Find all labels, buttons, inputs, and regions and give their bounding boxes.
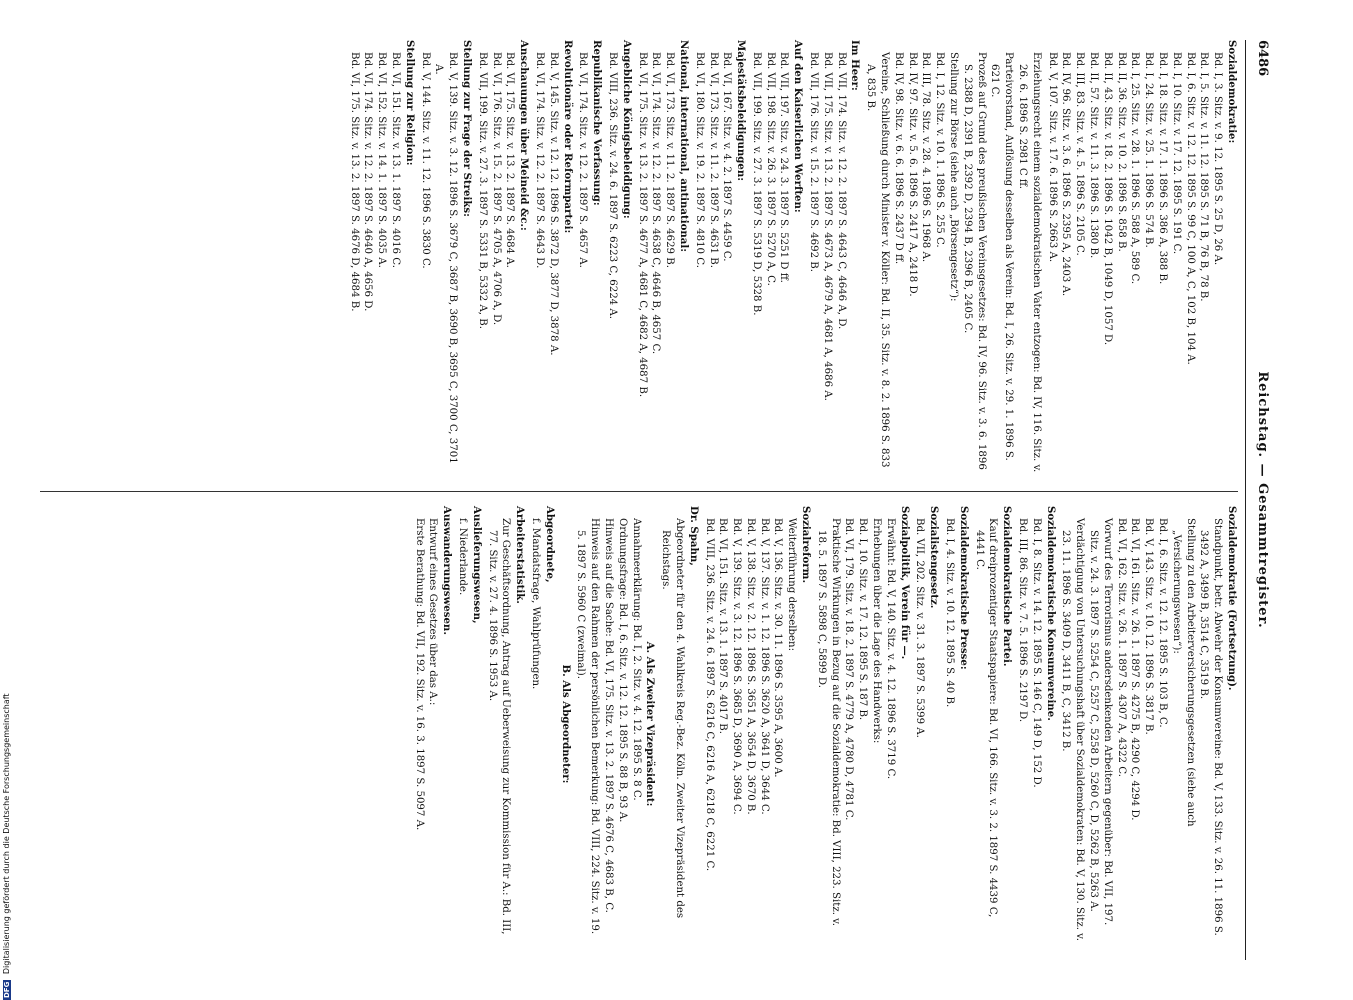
entry-reference-line: Bd. V, 145. Sitz. v. 12. 12. 1896 S. 3872 D, 3877 D, 3878 A. <box>547 52 559 356</box>
entry-reference-line: Parteivorstand, Auflösung desselben als Verein: Bd. I, 26. Sitz. v. 29. 1. 1896 S. 621 C. <box>989 52 1015 461</box>
index-entry <box>942 506 970 942</box>
entry-reference-line: Standpunkt, betr. Abwehr der Konsumvereine: Bd. V, 133. Sitz. v. 26. 11. 1896 S. 3492 A, 3499 B, 3514 C, 3519 B. <box>1198 518 1224 936</box>
entry-headword: Stellung zur Religion: <box>403 40 416 166</box>
entry-headword: Im Heer: <box>849 40 862 91</box>
entry-headword: Sozialdemokratie: <box>1226 40 1238 144</box>
entry-reference-line: Hinweis auf den Rahmen der persönlichen Bemerkung: Bd. VIII, 224. Sitz. v. 19. 5. 1897 S. 5960 C (zweimal). <box>575 518 601 935</box>
entry-reference-line: Bd. VII, 198. Sitz. v. 26. 3. 1897 S. 5270 A, C. <box>764 52 776 286</box>
entry-reference-line: Bd. III, 83. Sitz. v. 4. 5. 1896 S. 2105 C. <box>1074 52 1086 256</box>
entry-reference-line: Bd. VII, 176. Sitz. v. 15. 2. 1897 S. 4692 B. <box>808 52 820 273</box>
entry-reference-line: Bd. VII, 174. Sitz. v. 12. 2. 1897 S. 4643 C, 4646 A, D. <box>835 52 847 330</box>
entry-reference-line: Bd. I, 12. Sitz. v. 10. 1. 1896 S. 255 C. <box>934 52 946 248</box>
entry-headword: Republikanische Verfassung: <box>591 40 604 206</box>
entry-reference-line: Bd. II, 36. Sitz. v. 10. 2. 1896 S. 858 B. <box>1115 52 1127 252</box>
entry-headword: Majestätsbeleidigungen: <box>735 40 748 182</box>
entry-reference-line: Bd. VI, 175. Sitz. v. 13. 2. 1897 S. 4677 A, 4681 C, 4682 A, 4687 B. <box>636 52 648 398</box>
entry-reference-line: Bd. I, 10. Sitz. v. 17. 12. 1895 S. 191 C. <box>1170 52 1182 255</box>
entry-reference-line: Stellung zur Börse (siehe auch „Börsengesetz“): <box>948 52 960 302</box>
entry-reference-line: Bd. VI, 175. Sitz. v. 13. 2. 1897 S. 4684 A. <box>504 52 516 268</box>
entry-reference-line: Bd. VI, 174. Sitz. v. 12. 2. 1897 S. 4638 C, 4646 B, 4657 C. <box>650 52 662 355</box>
index-entry <box>528 506 556 942</box>
entry-reference-line: Bd. VIII, 236. Sitz. v. 24. 6. 1897 S. 6223 C, 6224 A. <box>606 52 618 319</box>
index-entry <box>913 506 941 942</box>
digitization-credit <box>2 605 12 1000</box>
entry-reference-line: Bd. VI, 174. Sitz. v. 12. 2. 1897 S. 4640 A, 4656 D. <box>362 52 374 312</box>
index-entry <box>455 506 483 942</box>
entry-reference-line: Bd. VI, 175. Sitz. v. 13. 2. 1897 S. 4676 D, 4684 B. <box>348 52 360 312</box>
index-entry <box>485 506 526 942</box>
entry-reference-line: Erziehungsrecht einem sozialdemokratischen Vater entzogen: Bd. IV, 116. Sitz. v. 26. 6. 1896 S. 2981 C ff. <box>1017 52 1042 473</box>
entry-headword: Sozialdemokratische Konsumvereine. <box>1044 506 1057 721</box>
index-entry <box>692 40 747 476</box>
entry-reference-line: Annahmeerklärung: Bd. I, 2. Sitz. v. 4. 12. 1895 S. 8 C. <box>630 518 642 801</box>
entry-headword: A. Als Zweiter Vizepräsident: <box>644 641 657 807</box>
index-entry <box>972 506 1013 942</box>
entry-reference-line: Bd. V, 107. Sitz. v. 17. 6. 1896 S. 2663 A. <box>1046 52 1058 263</box>
entry-reference-line: Erwähnt: Bd. V, 140. Sitz. v. 4. 12. 1896 S. 3719 C. <box>884 518 896 780</box>
entry-reference-line: Bd. I, 5. Sitz. v. 11. 12. 1895 S. 71 B, 76 B, 78 B. <box>1198 52 1210 302</box>
entry-reference-line: Bd. I, 6. Sitz. v. 12. 12. 1895 S. 99 C, 100 A, C, 102 B, 104 A. <box>1184 52 1196 365</box>
index-entry <box>574 506 657 942</box>
entry-reference-line: Bd. VI, 180. Sitz. v. 19. 2. 1897 S. 4810 C. <box>693 52 705 268</box>
entry-reference-line: Bd. VI, 173. Sitz. v. 11. 2. 1897 S. 4629 B. <box>664 52 676 269</box>
index-entry <box>576 40 604 476</box>
entry-reference-line: Bd. VII, 197. Sitz. v. 24. 3. 1897 S. 5251 D ff. <box>778 52 790 283</box>
entry-reference-line: Bd. VI, 167. Sitz. v. 4. 2. 1897 S. 4459 C. <box>721 52 733 262</box>
left-column <box>40 40 1238 476</box>
entry-reference-line: Zur Geschäftsordnung, Antrag auf Ueberweisung zur Kommission für A.: Bd. III, 77. Sitz. v. 27. 4. 1896 S. 1953 A. <box>486 518 512 935</box>
index-entry <box>658 506 699 942</box>
entry-reference-line: Bd. III, 78. Sitz. v. 28. 4. 1896 S. 1968 A. <box>920 52 932 263</box>
entry-reference-line: Erste Berathung: Bd. VII, 192. Sitz. v. 16. 3. 1897 S. 5097 A. <box>413 518 425 831</box>
index-entry <box>532 40 573 476</box>
index-entry <box>814 506 911 942</box>
entry-reference-line: Bd. VII, 175. Sitz. v. 13. 2. 1897 S. 4673 A, 4679 A, 4681 A, 4686 A. <box>821 52 833 401</box>
entry-headword: Stellung zur Frage der Streiks: <box>460 40 473 217</box>
dfg-logo-badge: DFG <box>3 981 11 998</box>
entry-reference-line: Bd. VI, 152. Sitz. v. 14. 1. 1897 S. 4035 A. <box>376 52 388 268</box>
entry-headword: Dr. Spahn, <box>687 506 700 566</box>
entry-reference-line: Bd. VI, 173. Sitz. v. 11. 2. 1897 S. 4631 B. <box>707 52 719 269</box>
entry-reference-line: Bd. V, 143. Sitz. v. 10. 12. 1896 S. 3817 B. <box>1143 518 1155 735</box>
entry-reference-line: Erhebungen über die Lage des Handwerks: <box>871 518 883 744</box>
entry-reference-line: Bd. V, 138. Sitz. v. 2. 12. 1896 S. 3651 A, 3654 D, 3670 B. <box>744 518 756 815</box>
entry-reference-line: Bd. VI, 162. Sitz. v. 26. 1. 1897 S. 4307 A, 4322 C. <box>1115 518 1127 777</box>
entry-reference-line: Bd. VII, 202. Sitz. v. 31. 3. 1897 S. 5399 A. <box>914 518 926 738</box>
entry-headword: Sozialdemokratische Partei. <box>1001 506 1014 667</box>
entry-headword: Sozialpolitik, Verein für —. <box>898 506 911 660</box>
entry-headword: Sozialistengesetz. <box>928 506 941 609</box>
entry-reference-line: Bd. VII, 199. Sitz. v. 27. 3. 1897 S. 5319 D, 5328 B. <box>750 52 762 316</box>
page-number: 6486 <box>1255 40 1270 77</box>
entry-reference-line: Bd. VI, 151. Sitz. v. 13. 1. 1897 S. 4017 B. <box>717 518 729 735</box>
entry-reference-line: f. Mandatsfrage, Wahlprüfungen. <box>529 518 541 690</box>
entry-reference-line: Hinweis auf die Sache: Bd. VI, 175. Sitz. v. 13. 2. 1897 S. 4676 C, 4683 B, C. <box>602 518 614 913</box>
index-entry <box>347 40 416 476</box>
entry-reference-line: Bd. IV, 98. Sitz. v. 6. 6. 1896 S. 2437 D ff. <box>892 52 904 265</box>
right-column <box>40 506 1238 942</box>
entry-reference-line: Bd. IV, 97. Sitz. v. 5. 6. 1896 S. 2417 A, 2418 D. <box>906 52 918 297</box>
entry-reference-line: Bd. III, 86. Sitz. v. 7. 5. 1896 S. 2197 D. <box>1017 518 1029 723</box>
entry-reference-line: Prozeß auf Grund des preußischen Vereinsgesetzes: Bd. IV, 96. Sitz. v. 3. 6. 1896 S. 2388 D, 2391 B, 2392 D, 2394 B, 2396 B, 2405 C. <box>961 52 987 470</box>
entry-reference-line: Bd. I, 4. Sitz. v. 10. 12. 1895 S. 40 B. <box>944 518 956 708</box>
entry-headword: Anschauungen über Meineid &c.: <box>518 40 531 231</box>
index-entry <box>635 40 690 476</box>
entry-reference-line: Bd. VI, 161. Sitz. v. 26. 1. 1897 S. 4275 B, 4290 C, 4294 D. <box>1129 518 1141 821</box>
column-divider <box>40 491 1238 492</box>
entry-reference-line: Bd. VIII, 236. Sitz. v. 24. 6. 1897 S. 6216 C, 6216 A, 6218 C, 6221 C. <box>703 518 715 872</box>
entry-headword: Abgeordnete, <box>543 506 556 583</box>
entry-reference-line: Vereine, Schließung durch Minister v. Köller: Bd. II, 35. Sitz. v. 8. 2. 1896 S. 833 A, 835 B. <box>865 52 891 468</box>
entry-headword: Auswanderungswesen. <box>441 506 454 635</box>
index-entry <box>1059 506 1238 942</box>
entry-reference-line: Bd. VI, 174. Sitz. v. 12. 2. 1897 S. 4643 D. <box>533 52 545 269</box>
entry-reference-line: Bd. V, 136. Sitz. v. 30. 11. 1896 S. 3595 A, 3600 A. <box>772 518 784 778</box>
entry-reference-line: Entwurf eines Gesetzes über das A.: <box>427 518 439 706</box>
entry-reference-line: Bd. VI, 179. Sitz. v. 18. 2. 1897 S. 4779 A, 4780 D, 4781 C. <box>843 518 855 821</box>
credit-text: Digitalisierung gefördert durch die Deutsche Forschungsgemeinschaft <box>2 693 11 975</box>
index-entry <box>749 40 804 476</box>
entry-reference-line: Verdächtigung von Untersuchungshaft über Sozialdemokraten: Bd. V, 130. Sitz. v. 23. 11. 1896 S. 3409 D, 3411 B, C, 3412 B. <box>1060 518 1086 941</box>
entry-reference-line: Bd. VI, 176. Sitz. v. 15. 2. 1897 S. 4705 A, 4706 A, D. <box>490 52 502 326</box>
entry-reference-line: Bd. VII, 199. Sitz. v. 27. 3. 1897 S. 5331 B, 5332 A, B. <box>476 52 488 329</box>
entry-reference-line: Bd. I, 10. Sitz. v. 17. 12. 1895 S. 187 B. <box>857 518 869 721</box>
index-entry <box>1045 40 1238 476</box>
index-entry <box>475 40 530 476</box>
index-entry <box>863 40 1042 476</box>
entry-headword: Revolutionäre oder Reformpartei: <box>561 40 574 234</box>
entry-headword: Auf den Kaiserlichen Werften: <box>792 40 805 213</box>
entry-reference-line: Bd. V, 139. Sitz. v. 3. 12. 1896 S. 3685 D, 3690 A, 3694 C. <box>731 518 743 815</box>
index-entry <box>412 506 453 942</box>
entry-reference-line: Praktische Wirkungen in Bezug auf die Sozialdemokratie: Bd. VIII, 223. Sitz. v. 18. 5. 1897 S. 5898 C, 5899 D. <box>815 518 841 926</box>
index-entry <box>702 506 812 942</box>
entry-reference-line: Bd. II, 43. Sitz. v. 18. 2. 1896 S. 1042 B, 1049 D, 1057 D. <box>1101 52 1113 346</box>
entry-headword: Sozialdemokratie (Fortsetzung). <box>1226 506 1238 691</box>
entry-reference-line: Bd. I, 25. Sitz. v. 28. 1. 1896 S. 588 A, 589 C. <box>1129 52 1141 285</box>
entry-reference-line: Bd. VI, 151. Sitz. v. 13. 1. 1897 S. 4016 C. <box>389 52 401 268</box>
entry-reference-line: Bd. VI, 174. Sitz. v. 12. 2. 1897 S. 4657 A. <box>577 52 589 268</box>
entry-reference-line: Stellung zu den Arbeiterversicherungsgesetzen (siehe auch „Versicherungswesen“): <box>1170 518 1196 827</box>
index-entry <box>558 506 572 942</box>
entry-reference-line: Bd. V, 137. Sitz. v. 1. 12. 1896 S. 3620 A, 3641 D, 3644 C. <box>758 518 770 815</box>
entry-reference-line: Kauf dreiprozentiger Staatspapiere: Bd. VI, 166. Sitz. v. 3. 2. 1897 S. 4439 C, 4441 C. <box>973 518 999 918</box>
entry-headword: National, international, antinational: <box>677 40 690 253</box>
entry-headword: B. Als Abgeordneter: <box>559 664 572 784</box>
running-head <box>1244 40 1270 960</box>
entry-headword: Angebliche Königsbeleidigung: <box>620 40 633 219</box>
entry-reference-line: f. Niederlande. <box>456 518 468 596</box>
entry-headword: Sozialreform. <box>800 506 813 583</box>
index-entry <box>605 40 633 476</box>
entry-reference-line: Vorwurf des Terrorismus andersdenkenden Arbeitern gegenüber: Bd. VII, 197. Sitz. v. 24. 3. 1897 S. 5254 C, 5257 C, 5258 D, 5260 C, D, 5262 B, 5263 A. <box>1088 518 1113 926</box>
index-entry <box>418 40 473 476</box>
entry-headword: Sozialdemokratische Presse: <box>957 506 970 670</box>
entry-reference-line: Bd. I, 8. Sitz. v. 14. 12. 1895 S. 146 C, 149 D, 152 D. <box>1030 518 1042 788</box>
running-title: Reichstag. — Gesammtregister. <box>1255 371 1270 629</box>
header-rule <box>1245 40 1246 960</box>
entry-reference-line: Weiterführung derselben: <box>786 518 798 652</box>
entry-reference-line: Bd. IV, 96. Sitz. v. 3. 6. 1896 S. 2395 A, 2403 A. <box>1060 52 1072 297</box>
entry-reference-line: Bd. I, 24. Sitz. v. 25. 1. 1896 S. 574 B. <box>1143 52 1155 248</box>
index-entry <box>806 40 861 476</box>
entry-reference-line: Abgeordneter für den 4. Wahlkreis Reg.-Bez. Köln. Zweiter Vizepräsident des Reichstags. <box>660 518 685 919</box>
index-entry <box>1015 506 1056 942</box>
entry-headword: Arbeiterstatistik. <box>514 506 527 604</box>
entry-reference-line: Bd. V, 139. Sitz. v. 3. 12. 1896 S. 3679 C, 3687 B, 3690 B, 3695 C, 3700 C, 3701 A. <box>433 52 459 464</box>
entry-reference-line: Bd. I, 18. Sitz. v. 17. 1. 1896 S. 386 A, 388 B. <box>1157 52 1169 285</box>
entry-reference-line: Ordnungsfrage: Bd. I, 6. Sitz. v. 12. 12. 1895 S. 88 B, 93 A. <box>616 518 628 823</box>
entry-reference-line: Bd. I, 3. Sitz. v. 9. 12. 1895 S. 25 D, 26 A. <box>1212 52 1224 266</box>
entry-reference-line: Bd. I, 6. Sitz. v. 12. 12. 1895 S. 103 B, C. <box>1157 518 1169 728</box>
entry-reference-line: Bd. II, 57. Sitz. v. 11. 3. 1896 S. 1380 B. <box>1088 52 1100 259</box>
entry-reference-line: Bd. V, 144. Sitz. v. 11. 12. 1896 S. 3830 C. <box>419 52 431 269</box>
entry-headword: Auslieferungswesen, <box>470 506 483 624</box>
